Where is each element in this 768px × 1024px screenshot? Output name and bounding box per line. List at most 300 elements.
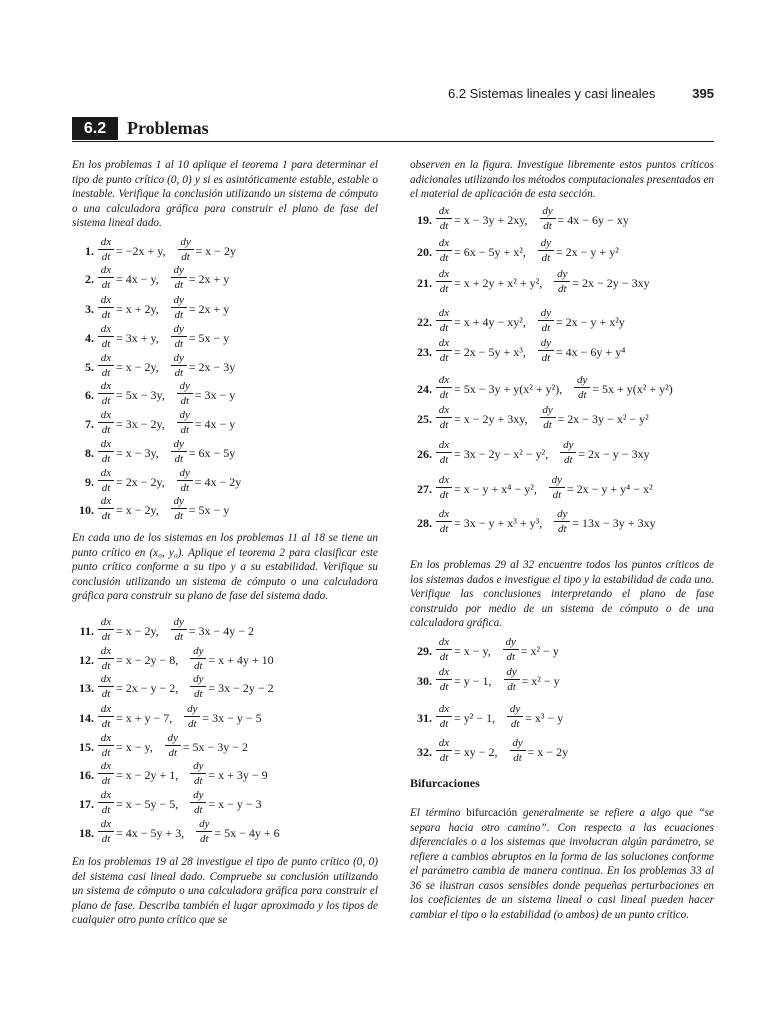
problem-item [410,307,715,337]
fraction-numerator: dy [167,732,178,744]
fraction-bar [574,387,590,388]
fraction-denominator: dt [552,489,562,501]
fraction-bar [549,487,565,488]
derivative-fraction [98,294,114,321]
fraction-bar [98,686,114,687]
dx-equation-rhs: = 4x − y, [116,272,159,286]
bifurcation-term: bifurcación [466,807,518,819]
problem-item [410,404,715,434]
problem-item [72,438,377,468]
fraction-bar [436,350,452,351]
instructions-19-28-cont: observen en la figura. Investigue libremente estos puntos críticos adicionales utilizando los métodos computacionales presentados en el material de aplicación de esta sección. [410,159,714,200]
derivative-fraction [503,636,519,663]
fraction-denominator: dt [543,419,552,431]
derivative-fraction [190,760,206,787]
dx-equation-rhs: = 3x − 2y, [116,417,165,431]
problem-number: 3. [85,302,94,316]
derivative-fraction [436,737,452,764]
fraction-numerator: dx [438,737,450,749]
derivative-fraction [510,737,526,764]
dx-equation-rhs: = x − y, [454,644,491,658]
fraction-denominator: dt [557,283,567,295]
derivative-fraction [436,205,452,232]
derivative-fraction [98,409,114,436]
fraction-numerator: dx [100,236,112,248]
derivative-fraction [184,703,200,730]
problem-number: 4. [85,331,94,345]
problem-number: 32. [417,745,432,759]
dx-equation-rhs: = −2x + y, [116,244,166,258]
fraction-denominator: dt [194,775,203,787]
dy-equation-rhs: = 2x + y [188,302,230,316]
problem-item [72,409,377,439]
derivative-fraction [98,352,114,379]
fraction-denominator: dt [439,489,449,501]
fraction-denominator: dt [439,523,449,535]
fraction-denominator: dt [439,252,449,264]
fraction-denominator: dt [541,322,551,334]
fraction-denominator: dt [439,419,449,431]
derivative-fraction [436,636,452,663]
dx-equation-rhs: = 5x − 3y + y(x² + y²), [454,382,563,396]
fraction-numerator: dx [438,439,450,451]
fraction-denominator: dt [439,454,449,466]
fraction-numerator: dy [577,374,588,386]
problem-number: 29. [417,644,432,658]
dx-equation-rhs: = x − 3y + 2xy, [454,213,528,227]
dy-equation-rhs: = x² − y [521,674,560,688]
fraction-bar [171,307,187,308]
fraction-denominator: dt [439,389,449,401]
fraction-numerator: dx [438,307,450,319]
derivative-fraction [436,474,452,501]
fraction-bar [171,451,187,452]
problem-item [410,439,715,469]
problem-number: 17. [79,797,94,811]
fraction-numerator: dx [438,666,450,678]
fraction-numerator: dy [512,737,523,749]
dx-equation-rhs: = x − 2y + 1, [116,768,179,782]
fraction-numerator: dy [540,337,552,349]
fraction-numerator: dx [100,818,112,830]
dx-equation-rhs: = x + 2y, [116,302,159,316]
fraction-denominator: dt [101,279,111,291]
fraction-denominator: dt [510,718,520,730]
problem-item [410,205,715,235]
derivative-fraction [177,467,193,494]
fraction-numerator: dx [100,264,112,276]
fraction-bar [171,336,187,337]
problem-item [72,818,377,848]
fraction-denominator: dt [101,367,111,379]
fraction-denominator: dt [174,279,184,291]
derivative-fraction [540,205,556,232]
fraction-denominator: dt [101,804,111,816]
fraction-bar [184,716,200,717]
fraction-bar [171,508,187,509]
derivative-fraction [436,703,452,730]
dy-equation-rhs: = x² − y [520,644,559,658]
fraction-numerator: dy [551,474,563,486]
problem-number: 25. [417,412,432,426]
fraction-numerator: dy [173,294,184,306]
dy-equation-rhs: = 5x − 3y − 2 [182,740,249,754]
instructions-19-28: En los problemas 19 al 28 investigue el tipo de punto crítico (0, 0) del sistema casi lineal dado. Compruebe su conclusión utilizando un sistema de cómputo o una calculadora gráfica para construir el plano de fase. Describa también el lugar aproximado y los tipos de cualquier otro punto crítico que se [72,856,378,926]
derivative-fraction [560,439,576,466]
dx-equation-rhs: = x − 2y, [116,503,159,517]
fraction-numerator: dx [438,205,450,217]
fraction-denominator: dt [174,367,184,379]
dy-equation-rhs: = 4x − y [194,417,236,431]
fraction-bar [538,350,554,351]
dy-equation-rhs: = 6x − 5y [188,446,236,460]
fraction-numerator: dx [438,474,450,486]
fraction-denominator: dt [439,651,449,663]
problem-number: 7. [85,417,94,431]
fraction-numerator: dx [100,380,112,392]
derivative-fraction [171,323,187,350]
derivative-fraction [98,789,114,816]
fraction-denominator: dt [101,510,111,522]
fraction-bar [436,716,452,717]
problem-number: 14. [79,711,94,725]
dx-equation-rhs: = x − y + x⁴ − y², [454,482,537,496]
instructions-11-18: En cada uno de los sistemas en los problemas 11 al 18 se tiene un punto crítico en (x₀, y₀). Aplique el teorema 2 para clasificar este punto crítico conforme a su tipo y a su estabilidad. Verifique su conclusión utilizando un sistema de cómputo o una calculadora gráfica para construir su plano de fase del sistema dado. [72,532,378,602]
derivative-fraction [540,404,556,431]
dy-equation-rhs: = x − 2y [195,244,237,258]
problem-number: 15. [79,740,94,754]
dx-equation-rhs: = 2x − 5y + x³, [454,345,526,359]
derivative-fraction [98,645,114,672]
dy-equation-rhs: = x + 3y − 9 [208,768,268,782]
problem-number: 24. [417,382,432,396]
fraction-bar [436,320,452,321]
dy-equation-rhs: = 3x − y [194,388,236,402]
fraction-denominator: dt [541,352,551,364]
derivative-fraction [436,508,452,535]
fraction-numerator: dy [540,307,552,319]
fraction-numerator: dy [173,438,184,450]
fraction-denominator: dt [439,283,449,295]
dy-equation-rhs: = 4x − 6y + y⁴ [555,345,626,359]
fraction-bar [510,750,526,751]
problem-item [410,474,715,504]
dx-equation-rhs: = x + 4y − xy², [454,315,526,329]
fraction-numerator: dx [100,645,112,657]
fraction-bar [436,281,452,282]
fraction-numerator: dy [505,636,516,648]
derivative-fraction [436,307,452,334]
problem-item [410,636,715,666]
fraction-bar [98,393,114,394]
fraction-denominator: dt [180,424,190,436]
fraction-denominator: dt [101,338,111,350]
fraction-numerator: dy [173,323,184,335]
problem-item [72,380,377,410]
fraction-numerator: dx [438,703,450,715]
fraction-numerator: dx [100,438,112,450]
dy-equation-rhs: = 2x − y + y² [555,245,619,259]
fraction-denominator: dt [563,454,573,466]
fraction-bar [177,480,193,481]
fraction-denominator: dt [101,453,111,465]
fraction-numerator: dx [100,294,112,306]
bifurcations-text-a: El término [410,807,467,819]
derivative-fraction [98,438,114,465]
dx-equation-rhs: = 3x − y + x³ + y³, [454,516,543,530]
dy-equation-rhs: = 2x − y + y⁴ − x² [566,482,653,496]
dx-equation-rhs: = x − y, [116,740,153,754]
derivative-fraction [98,703,114,730]
fraction-denominator: dt [101,251,111,263]
dy-equation-rhs: = 3x − y − 5 [202,711,262,725]
derivative-fraction [171,438,187,465]
fraction-bar [98,716,114,717]
problem-number: 26. [417,447,432,461]
fraction-numerator: dy [506,666,517,678]
dx-equation-rhs: = 6x − 5y + x², [454,245,526,259]
fraction-numerator: dy [193,789,204,801]
dy-equation-rhs: = 2x + y [188,272,230,286]
problem-item [410,737,715,767]
problem-item [72,294,377,324]
problem-number: 1. [85,244,94,258]
problem-number: 9. [85,475,94,489]
problem-number: 5. [85,360,94,374]
dx-equation-rhs: = x + y − 7, [116,711,173,725]
derivative-fraction [178,236,194,263]
fraction-numerator: dy [540,237,552,249]
problem-number: 27. [417,482,432,496]
fraction-bar [504,679,520,680]
problem-number: 12. [79,653,94,667]
fraction-denominator: dt [101,747,111,759]
derivative-fraction [554,508,570,535]
derivative-fraction [171,264,187,291]
fraction-denominator: dt [101,718,111,730]
fraction-numerator: dx [438,404,450,416]
section-title: 6.2 Sistemas lineales y casi lineales [448,86,656,101]
problem-item [72,264,377,294]
derivative-fraction [436,404,452,431]
fraction-bar [98,365,114,366]
problem-item [72,323,377,353]
fraction-bar [98,802,114,803]
derivative-fraction [98,236,114,263]
dx-equation-rhs: = 5x − 3y, [116,388,165,402]
derivative-fraction [507,703,523,730]
fraction-denominator: dt [188,718,197,730]
fraction-bar [507,716,523,717]
fraction-bar [171,629,187,630]
fraction-numerator: dx [100,732,112,744]
fraction-bar [171,365,187,366]
derivative-fraction [538,237,554,264]
problem-number: 20. [417,245,432,259]
fraction-numerator: dy [173,495,184,507]
problem-item [72,467,377,497]
problem-item [72,760,377,790]
fraction-bar [98,307,114,308]
problem-item [72,789,377,819]
derivative-fraction [436,337,452,364]
instructions-29-32: En los problemas 29 al 32 encuentre todos los puntos críticos de los sistemas dados e investigue el tipo y la estabilidad de cada uno. Verifique las conclusiones interpretando el plano de fase construido por medio de un sistema de cómputo o de una calculadora gráfica. [410,559,714,629]
problem-number: 11. [79,624,94,638]
fraction-bar [177,422,193,423]
bifurcations-heading: Bifurcaciones [410,776,480,790]
derivative-fraction [98,616,114,643]
fraction-denominator: dt [541,252,551,264]
dy-equation-rhs: = 5x − y [188,331,230,345]
fraction-bar [165,745,181,746]
dy-equation-rhs: = 3x − 4y − 2 [188,624,255,638]
fraction-bar [98,773,114,774]
bifurcations-text-b: generalmente se refiere a algo que “se separa hacia otro camino”. Con respecto a las ecuaciones diferenciales o a los sistemas que involucran algún parámetro, se refiere a cambios abruptos en la forma de las soluciones conforme el parámetro cambia de manera continua. En los problemas 33 al 36 se ilustran casos sensibles donde pequeñas perturbaciones en los coeficientes de un sistema lineal o casi lineal pueden hacer cambiar el tipo o la estabilidad (o ambos) de un punto crítico. [410,807,715,921]
dy-equation-rhs: = 5x − y [188,503,230,517]
fraction-bar [171,277,187,278]
dx-equation-rhs: = xy − 2, [454,745,498,759]
fraction-denominator: dt [194,688,203,700]
derivative-fraction [436,237,452,264]
fraction-denominator: dt [101,688,111,700]
fraction-bar [190,802,206,803]
fraction-bar [538,320,554,321]
fraction-numerator: dy [173,352,184,364]
problem-item [72,352,377,382]
problem-item [72,732,377,762]
derivative-fraction [177,380,193,407]
fraction-bar [98,658,114,659]
fraction-bar [436,679,452,680]
fraction-denominator: dt [101,833,111,845]
dx-equation-rhs: = y² − 1, [454,711,496,725]
derivative-fraction [196,818,212,845]
fraction-bar [538,250,554,251]
derivative-fraction [436,268,452,295]
problem-item [72,673,377,703]
dy-equation-rhs: = 4x − 2y [194,475,242,489]
fraction-bar [98,629,114,630]
problem-item [72,495,377,525]
dx-equation-rhs: = x − 2y − 8, [116,653,179,667]
dx-equation-rhs: = x − 2y, [116,624,159,638]
derivative-fraction [538,337,554,364]
fraction-bar [436,250,452,251]
fraction-numerator: dy [557,508,568,520]
fraction-numerator: dy [180,236,191,248]
fraction-numerator: dx [100,323,112,335]
fraction-denominator: dt [200,833,209,845]
derivative-fraction [177,409,193,436]
section-title-text: Problemas [127,118,209,138]
fraction-numerator: dx [100,409,112,421]
fraction-numerator: dx [100,703,112,715]
dx-equation-rhs: = 3x − 2y − x² − y², [454,447,549,461]
fraction-denominator: dt [439,322,449,334]
fraction-bar [554,521,570,522]
problem-number: 16. [79,768,94,782]
fraction-bar [98,745,114,746]
derivative-fraction [574,374,590,401]
fraction-denominator: dt [101,660,111,672]
fraction-bar [98,249,114,250]
fraction-numerator: dy [542,404,553,416]
fraction-denominator: dt [174,631,184,643]
dx-equation-rhs: = x + 2y + x² + y², [454,276,543,290]
fraction-bar [98,336,114,337]
dy-equation-rhs: = 2x − 3y − x² − y² [557,412,649,426]
fraction-numerator: dx [100,467,112,479]
derivative-fraction [538,307,554,334]
fraction-denominator: dt [439,718,449,730]
problem-item [410,666,715,696]
problem-item [410,508,715,538]
fraction-denominator: dt [543,220,552,232]
dy-equation-rhs: = x − y − 3 [208,797,262,811]
dy-equation-rhs: = x³ − y [525,711,564,725]
problem-number: 18. [79,826,94,840]
derivative-fraction [504,666,520,693]
fraction-bar [540,218,556,219]
fraction-bar [190,686,206,687]
dy-equation-rhs: = 3x − 2y − 2 [208,681,274,695]
instructions-1-10: En los problemas 1 al 10 aplique el teorema 1 para determinar el tipo de punto crítico (0, 0) y si es asintóticamente estable, estable o inestable. Verifique la conclusión utilizando un sistema de cómputo o una calculadora gráfica para construir el plano de fase del sistema lineal dado. [72,159,378,229]
fraction-numerator: dx [438,374,450,386]
dy-equation-rhs: = 2x − y − 3xy [578,447,650,461]
fraction-denominator: dt [194,660,203,672]
fraction-denominator: dt [181,251,190,263]
section-heading [72,117,714,142]
problem-item [410,337,715,367]
fraction-denominator: dt [557,523,567,535]
fraction-bar [177,393,193,394]
problem-number: 8. [85,446,94,460]
fraction-numerator: dy [542,205,553,217]
derivative-fraction [554,268,570,295]
fraction-numerator: dx [100,616,112,628]
dy-equation-rhs: = 2x − y + x²y [555,315,625,329]
derivative-fraction [436,374,452,401]
fraction-denominator: dt [507,681,516,693]
derivative-fraction [98,673,114,700]
derivative-fraction [98,380,114,407]
dx-equation-rhs: = x − 2y + 3xy, [454,412,528,426]
fraction-bar [436,452,452,453]
problem-number: 22. [417,315,432,329]
fraction-denominator: dt [174,309,184,321]
fraction-bar [436,487,452,488]
fraction-denominator: dt [180,482,190,494]
problem-number: 21. [417,276,432,290]
fraction-bar [560,452,576,453]
dy-equation-rhs: = 5x + y(x² + y²) [592,382,673,396]
derivative-fraction [190,789,206,816]
fraction-denominator: dt [101,482,111,494]
problem-number: 10. [79,503,94,517]
dx-equation-rhs: = x − 5y − 5, [116,797,179,811]
fraction-bar [503,649,519,650]
problem-item [410,237,715,267]
problem-number: 13. [79,681,94,695]
problem-item [410,268,715,298]
problem-item [410,703,715,733]
problem-number: 30. [417,674,432,688]
dy-equation-rhs: = 2x − 2y − 3xy [572,276,650,290]
derivative-fraction [171,294,187,321]
derivative-fraction [98,323,114,350]
fraction-denominator: dt [439,352,449,364]
derivative-fraction [171,495,187,522]
